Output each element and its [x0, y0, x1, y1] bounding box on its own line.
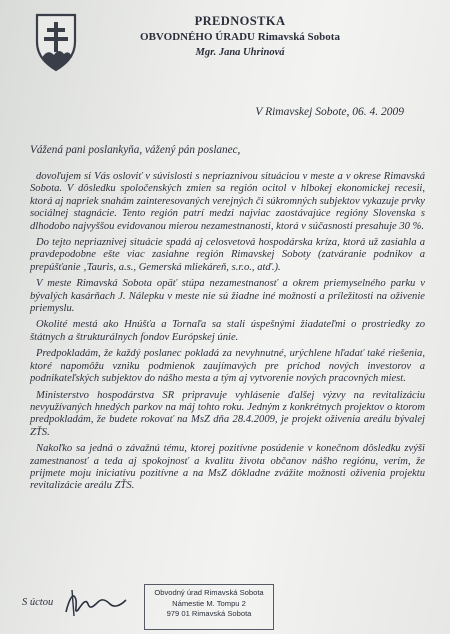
stamp-line: Námestie M. Tompu 2 — [172, 598, 246, 608]
letter-body — [30, 171, 425, 497]
stamp-line: 979 01 Rimavská Sobota — [166, 609, 252, 619]
closing: S úctou — [22, 597, 54, 608]
coat-of-arms-icon — [34, 12, 78, 72]
paragraph: dovoľujem si Vás osloviť v súvislosti s nepriaznivou situáciou v meste a v okrese Rimavská Sobota. V dôsledku spoločenských zmien sa región ocitol v hlbokej ekonomickej recesii, ktorá aj napriek snahám zainteresovaných verejných či súkromných subjektov vykazuje prvky sociálnej stagnácie. Tento región patrí medzi najviac zaostávajúce regióny Slovenska s dlhodobo najvyššou evidovanou mierou nezamestnanosti, ktorá v súčasnosti presahuje 30 %. — [30, 171, 425, 232]
salutation: Vážená pani poslankyňa, vážený pán poslanec, — [30, 144, 241, 156]
stamp-line: Obvodný úrad Rimavská Sobota — [154, 588, 264, 597]
place-and-date: V Rimavskej Sobote, 06. 4. 2009 — [255, 106, 404, 118]
letterhead-title: PREDNOSTKA — [194, 14, 286, 28]
paragraph: Okolité mestá ako Hnúšťa a Tornaľa sa stali úspešnými žiadateľmi o prostriedky zo štátnych a štrukturálnych fondov Európskej únie. — [30, 319, 425, 343]
paragraph: Predpokladám, že každý poslanec pokladá za nevyhnutné, urýchlene hľadať také riešenia, ktoré napomôžu vzniku podmienok zaujímavých pre príchod nových investorov a podnikateľských subjektov do nášho mesta a tým aj vytvorenie nových pracovných miest. — [30, 348, 425, 385]
signature-icon — [62, 586, 130, 620]
letterhead-office: OBVODNÉHO ÚRADU Rimavská Sobota — [140, 31, 340, 43]
letterhead-name: Mgr. Jana Uhrinová — [195, 47, 285, 58]
paragraph: Do tejto nepriaznivej situácie spadá aj celosvetová hospodárska kríza, ktorá už zasiahla a pravdepodobne ešte viac zasiahne región Rimavskej Soboty (zatváranie podnikov a prepúšťanie ‚Tauris, a.s., Gemerská mliekáreň, s.r.o., atď.). — [30, 237, 425, 273]
paragraph: Ministerstvo hospodárstva SR pripravuje vyhlásenie ďalšej výzvy na revitalizáciu nevyužívaných hnedých parkov na máj tohto roku. Jedným z konkrétnych projektov o ktorom predpokladám, že budete rokovať na MsZ dňa 28.4.2009, je projekt oživenia areálu bývalej ZŤS. — [30, 389, 425, 438]
paragraph: Nakoľko sa jedná o závažnú tému, ktorej pozitívne posúdenie v konečnom dôsledku zvýši zamestnanosť a teda aj spokojnosť a kvalitu života občanov nášho regiónu, verím, že prijmete moju iniciatívu pozitívne a na MsZ dôkladne zvážite možnosti oživenia projektu revitalizácie areálu ZŤS. — [30, 443, 425, 492]
office-stamp — [144, 584, 274, 630]
paragraph: V meste Rimavská Sobota opäť stúpa nezamestnanosť a okrem priemyselného parku v bývalých kasárňach J. Nálepku v meste nie sú žiadne iné možnosti a príležitosti na oživenie priemyslu. — [30, 278, 425, 315]
